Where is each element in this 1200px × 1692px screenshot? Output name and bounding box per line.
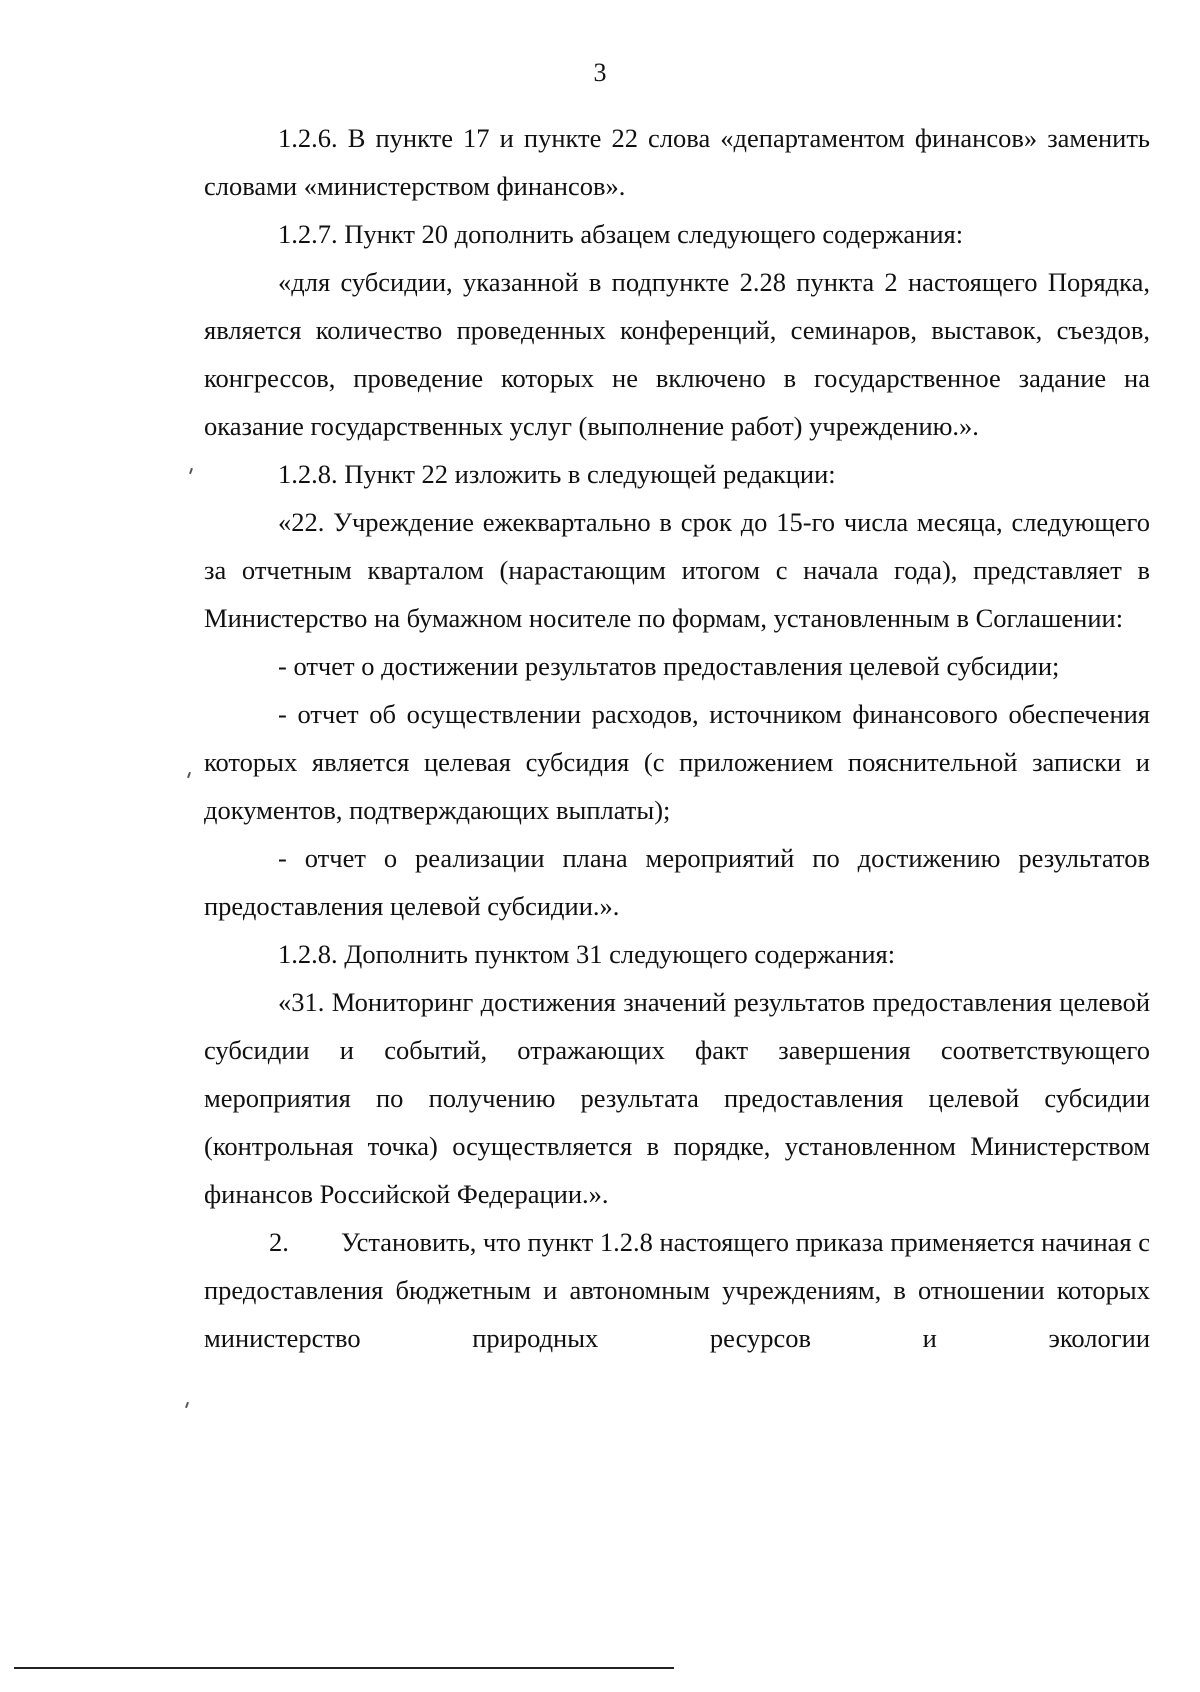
paragraph-1-2-8-heading: 1.2.8. Пункт 22 изложить в следующей редакции: (278, 459, 836, 489)
paragraph-quote-22: «22. Учреждение ежеквартально в срок до 15-го числа месяца, следующего за отчетным кварталом (нарастающим итогом с начала года), представляет в Министерство на бумажном носителе по формам, установленным в Соглашении: (204, 507, 1150, 633)
item-2-text: Установить, что пункт 1.2.8 настоящего приказа применяется начиная с предоставления бюджетным и автономным учреждениям, в отношении которых министерство природных ресурсов и экологии (204, 1227, 1150, 1353)
paragraph-1-2-6: 1.2.6. В пункте 17 и пункте 22 слова «департаментом финансов» заменить словами «министерством финансов». (204, 123, 1150, 201)
scan-speck (189, 468, 193, 474)
paragraph-1-2-8-addition: 1.2.8. Дополнить пунктом 31 следующего содержания: (278, 939, 896, 969)
list-item-report-results: - отчет о достижении результатов предоставления целевой субсидии; (278, 651, 1060, 681)
paragraph-quote-31: «31. Мониторинг достижения значений результатов предоставления целевой субсидии и событий, отражающих факт завершения соответствующего мероприятия по получению результата предоставления целевой субсидии (контрольная точка) осуществляется в порядке, установленном Министерством финансов Российской Федерации.». (204, 987, 1150, 1209)
paragraph-quote-subsidy: «для субсидии, указанной в подпункте 2.28 пункта 2 настоящего Порядка, является количество проведенных конференций, семинаров, выставок, съездов, конгрессов, проведение которых не включено в государственное задание на оказание государственных услуг (выполнение работ) учреждению.». (204, 267, 1150, 441)
paragraph-item-2 (204, 1218, 1150, 1362)
document-body (204, 114, 1150, 1362)
item-2-number: 2. (269, 1227, 289, 1257)
scan-speck (187, 772, 191, 778)
list-item-report-expenses: - отчет об осуществлении расходов, источником финансового обеспечения которых является целевая субсидия (с приложением пояснительной записки и документов, подтверждающих выплаты); (204, 699, 1150, 825)
page-number: 3 (593, 58, 607, 87)
paragraph-1-2-7: 1.2.7. Пункт 20 дополнить абзацем следующего содержания: (278, 219, 964, 249)
list-item-report-plan: - отчет о реализации плана мероприятий по достижению результатов предоставления целевой субсидии.». (204, 843, 1150, 921)
scan-speck (185, 1402, 189, 1408)
footer-divider (14, 1667, 674, 1669)
